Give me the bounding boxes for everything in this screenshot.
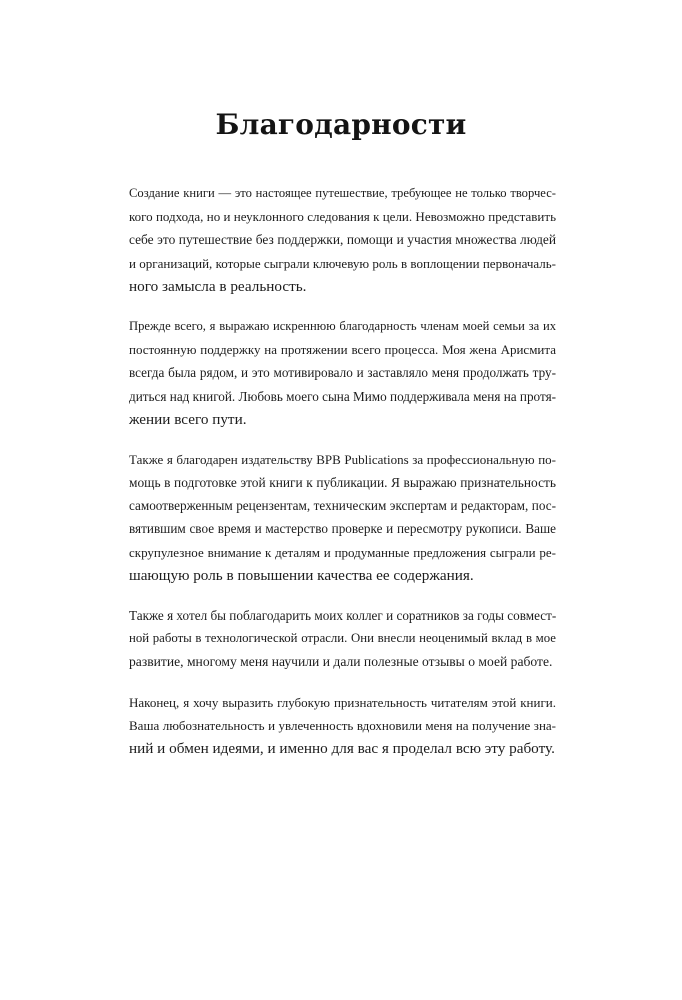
text-line: Прежде всего, я выражаю искреннюю благодарность членам моей семьи за их: [129, 318, 556, 333]
text-line: ной работы в технологической отрасли. Они внесли неоценимый вклад в мое: [129, 631, 556, 646]
text-line: всегда была рядом, и это мотивировало и заставляло меня продолжать тру-: [129, 365, 556, 381]
paragraph-1: [129, 182, 556, 298]
text-line: шающую роль в повышении качества ее содержания.: [129, 566, 474, 584]
text-line: жении всего пути.: [129, 410, 247, 428]
text-line: себе это путешествие без поддержки, помощи и участия множества людей: [129, 232, 556, 248]
text-line: постоянную поддержку на протяжении всего процесса. Моя жена Арисмита: [129, 342, 556, 358]
text-line: вятившим свое время и мастерство проверке и пересмотру рукописи. Ваше: [129, 521, 556, 537]
text-line: ний и обмен идеями, и именно для вас я проделал всю эту работу.: [129, 739, 555, 757]
text-line: Также я благодарен издательству BPB Publications за профессиональную по-: [129, 451, 556, 467]
paragraph-2: [129, 315, 556, 431]
text-line: Ваша любознательность и увлеченность вдохновили меня на получение зна-: [129, 717, 556, 733]
text-line: кого подхода, но и неуклонного следования к цели. Невозможно представить: [129, 209, 556, 225]
text-line: и организаций, которые сыграли ключевую роль в воплощении первоначаль-: [129, 255, 556, 271]
paragraph-3: [129, 448, 556, 587]
text-line: самоотверженным рецензентам, техническим экспертам и редакторам, пос-: [129, 498, 556, 514]
text-line: Наконец, я хочу выразить глубокую признательность читателям этой книги.: [129, 694, 556, 710]
text-line: ного замысла в реальность.: [129, 277, 307, 295]
page-title: Благодарности: [215, 108, 467, 141]
text-line: Также я хотел бы поблагодарить моих коллег и соратников за годы совмест-: [129, 608, 557, 623]
acknowledgements-body: [129, 182, 556, 777]
text-line: скрупулезное внимание к деталям и продуманные предложения сыграли ре-: [129, 544, 556, 560]
text-line: мощь в подготовке этой книги к публикации. Я выражаю признательность: [129, 475, 556, 491]
paragraph-4: [129, 604, 556, 674]
text-line: развитие, многому меня научили и дали полезные отзывы о моей работе.: [129, 654, 553, 670]
text-line: Создание книги — это настоящее путешествие, требующее не только творчес-: [129, 186, 556, 200]
text-line: диться над книгой. Любовь моего сына Мимо поддерживала меня на протя-: [129, 388, 557, 404]
paragraph-5: [129, 691, 556, 761]
